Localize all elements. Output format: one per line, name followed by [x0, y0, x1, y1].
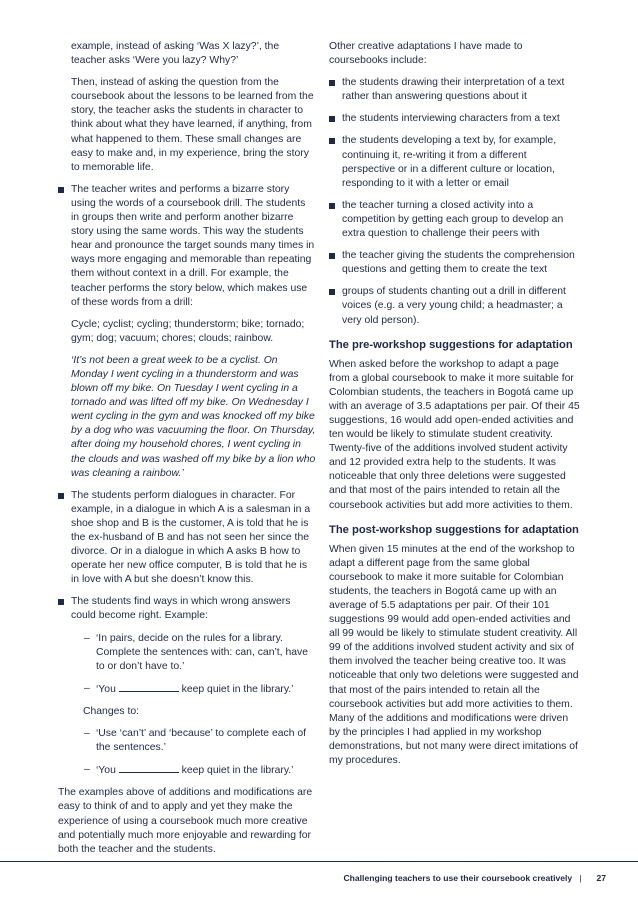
bullet-adaptation — [329, 76, 580, 104]
dash-mark: – — [84, 682, 90, 694]
bullet-adaptation — [329, 249, 580, 277]
dash-item-revised-instruction — [71, 727, 316, 755]
bullet-text: groups of students chanting out a drill in different voices (e.g. a very young child; a headmaster; a very old person). — [342, 286, 566, 326]
section-heading-post-workshop: The post-workshop suggestions for adaptation — [329, 523, 579, 536]
footer-separator: | — [579, 873, 582, 883]
bullet-text: the students interviewing characters from a text — [342, 113, 560, 125]
bullet-text: The teacher writes and performs a bizarre story using the words of a coursebook drill. The students in groups then write and perform another bizarre story using the same words. This way the students hear and pronounce the target sounds many times in ways more engaging and memorable than repeating them without context in a drill. For example, the teacher performs the story below, which makes use of these words from a drill: — [71, 183, 315, 308]
drill-word-list: Cycle; cyclist; cycling; thunderstorm; bike; tornado; gym; dog; vacuum; chores; clouds; rainbow. — [71, 318, 305, 344]
gap-blank — [119, 682, 179, 692]
bullet-text: The students find ways in which wrong answers could become right. Example: — [71, 596, 291, 622]
dash-text-post: keep quiet in the library.’ — [181, 765, 294, 777]
dash-mark: – — [84, 632, 90, 644]
section-heading-pre-workshop: The pre-workshop suggestions for adaptation — [329, 338, 573, 351]
dash-mark: – — [84, 728, 90, 740]
footer-title: Challenging teachers to use their coursebook creatively — [343, 873, 573, 883]
paragraph-post-workshop: When given 15 minutes at the end of the workshop to adapt a different page from the same global coursebook to make it more suitable for Colombian students, the teachers in Bogotá came up with an average of 5.5 adaptations per pair. Of their 101 suggestions 99 would add open-ended activities and all 99 would be likely to stimulate student creativity. All 99 of the additions involved student activity and six of them involved the teacher being creative too. It was noticeable that only two deletions were suggested and that most of the pairs intended to retain all the coursebook activities but add more activities to them. Many of the additions and modifications were driven by the principles I had applied in my workshop demonstrations, but not many were direct imitations of my procedures. — [329, 543, 579, 767]
footer-divider — [0, 861, 638, 862]
dash-mark: – — [84, 764, 90, 776]
paragraph-continuation: example, instead of asking ‘Was X lazy?’, the teacher asks ‘Were you lazy? Why?’ — [71, 41, 280, 67]
bullet-square-icon — [329, 138, 335, 144]
dash-text-post: keep quiet in the library.’ — [181, 683, 294, 695]
bullet-adaptation — [329, 285, 580, 327]
bullet-square-icon — [329, 253, 335, 259]
dash-text: ‘Use ‘can’t’ and ‘because’ to complete each of the sentences.’ — [96, 728, 307, 754]
bullet-square-icon — [329, 203, 335, 209]
bullet-square-icon — [329, 80, 335, 86]
bullet-bizarre-story — [58, 183, 316, 310]
dash-text: ‘In pairs, decide on the rules for a library. Complete the sentences with: can, can’t, have to or don’t have to.’ — [96, 632, 308, 672]
dash-item-gap-sentence-2 — [71, 763, 316, 778]
dash-text-pre: ‘You — [96, 683, 116, 695]
bullet-wrong-answers — [58, 595, 316, 623]
bullet-square-icon — [58, 599, 64, 605]
bullet-adaptation — [329, 134, 580, 190]
changes-to-label: Changes to: — [83, 705, 140, 717]
bullet-text: the students drawing their interpretation of a text rather than answering questions about it — [342, 77, 565, 103]
bullet-text: the students developing a text by, for example, continuing it, re-writing it from a different perspective or in a different culture or location, responding to it with a letter or email — [342, 135, 557, 189]
dash-text-pre: ‘You — [96, 765, 116, 777]
bullet-text: the teacher turning a closed activity into a competition by getting each group to develop an extra question to challenge their peers with — [342, 199, 564, 240]
bullet-square-icon — [58, 187, 64, 193]
left-column — [58, 40, 316, 865]
bullet-square-icon — [329, 289, 335, 295]
bullet-dialogues — [58, 489, 316, 588]
bullet-text: the teacher giving the students the comprehension questions and getting them to create the text — [342, 250, 575, 276]
paragraph-intro: Other creative adaptations I have made to coursebooks include: — [329, 41, 523, 67]
bullet-text: The students perform dialogues in character. For example, in a dialogue in which A is a salesman in a shoe shop and B is the customer, A is told that he is the ex-husband of B and has not seen her since the divorce. Or in a dialogue in which A asks B how to operate her new office computer, B is told that he is in love with A but she doesn’t know this. — [71, 489, 311, 586]
bullet-adaptation — [329, 199, 580, 241]
bullet-adaptation — [329, 112, 580, 126]
right-column — [329, 40, 580, 776]
bullet-square-icon — [58, 493, 64, 499]
page-footer — [343, 873, 606, 884]
bullet-square-icon — [329, 116, 335, 122]
page-number: 27 — [596, 873, 606, 883]
paragraph-story-character: Then, instead of asking the question from the coursebook about the lessons to be learned from the story, the teacher asks the students in character to think about what they have learned, if anything, from what happened to them. These small changes are easy to make and, in my experience, bring the story to memorable life. — [71, 77, 314, 173]
example-story-text: ‘It’s not been a great week to be a cyclist. On Monday I went cycling in a thunderstorm and was blown off my bike. On Tuesday I went cycling in a tornado and was lifted off my bike. On Wednesday I went cycling in the gym and was knocked off my bike by a dog who was vacuuming the floor. On Thursday, after doing my household chores, I went cycling in the clouds and was washed off my bike by a lion who was cleaning a rainbow.’ — [71, 354, 316, 479]
dash-item-instruction — [71, 632, 316, 674]
paragraph-conclusion: The examples above of additions and modifications are easy to think of and to apply and yet they make the experience of using a coursebook much more creative and potentially much more enjoyable and rewarding for both the teacher and the students. — [58, 787, 313, 855]
paragraph-pre-workshop: When asked before the workshop to adapt a page from a global coursebook to make it more suitable for Colombian students, the teachers in Bogotá came up with an average of 3.5 adaptations per pair. Of their 45 suggestions, 16 would add open-ended activities and ten would be likely to stimulate student creativity. Twenty-five of the additions involved student activity and 12 provided extra help to the students. It was noticeable that only three deletions were suggested and that most of the pairs intended to retain all the coursebook activities but add more activities to them. — [329, 358, 580, 511]
dash-item-gap-sentence — [71, 682, 316, 697]
gap-blank — [119, 763, 179, 773]
example-story — [71, 354, 316, 481]
